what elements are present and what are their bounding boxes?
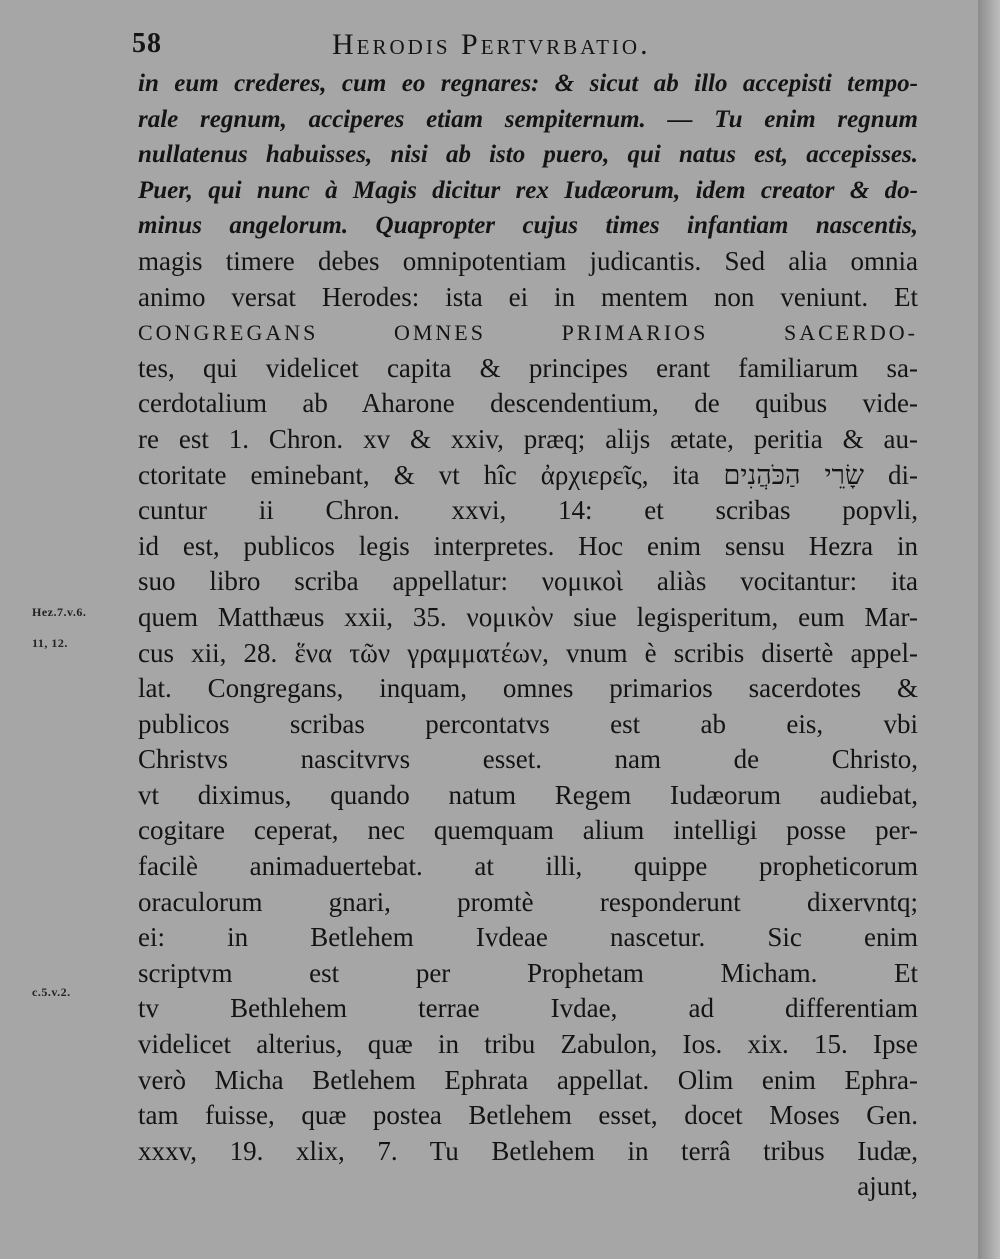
- text-line: Christvs nascitvrvs esset. nam de Christo,: [138, 744, 918, 775]
- text-line: facilè animaduertebat. at illi, quippe propheticorum: [138, 851, 918, 882]
- body-text: [138, 66, 918, 1205]
- text-line: oraculorum gnari, promtè responderunt dixervntq;: [138, 886, 918, 917]
- text-line: animo versat Herodes: ista ei in mentem non veniunt. Et: [138, 281, 918, 312]
- text-line: videlicet alterius, quæ in tribu Zabulon, Ios. xix. 15. Ipse: [138, 1029, 918, 1060]
- text-line: in eum crederes, cum eo regnares: & sicut ab illo accepisti tempo-: [138, 70, 918, 97]
- margin-note: c.5.v.2.: [32, 985, 71, 999]
- text-line: ei: in Betlehem Ivdeae nascetur. Sic enim: [138, 922, 918, 953]
- text-line: minus angelorum. Quapropter cujus times infantiam nascentis,: [138, 212, 918, 240]
- text-line: rale regnum, acciperes etiam sempiternum. — Tu enim regnum: [138, 105, 918, 133]
- text-line: tv Bethlehem terrae Ivdae, ad differentiam: [138, 993, 918, 1024]
- margin-note: 11, 12.: [32, 636, 68, 650]
- text-line: tes, qui videlicet capita & principes erant familiarum sa-: [138, 352, 918, 383]
- running-head: Herodis Pertvrbatio.: [332, 28, 651, 61]
- text-line: CONGREGANS OMNES PRIMARIOS SACERDO-: [138, 320, 918, 346]
- text-line: tam fuisse, quæ postea Betlehem esset, docet Moses Gen.: [138, 1100, 918, 1131]
- text-line: id est, publicos legis interpretes. Hoc enim sensu Hezra in: [138, 530, 918, 561]
- text-line: vt diximus, quando natum Regem Iudæorum audiebat,: [138, 779, 918, 810]
- margin-note: Hez.7.v.6.: [32, 605, 87, 619]
- text-line: ajunt,: [857, 1171, 918, 1202]
- text-line: quem Matthæus xxii, 35. νομικὸν siue legisperitum, eum Mar-: [138, 601, 918, 632]
- text-line: scriptvm est per Prophetam Micham. Et: [138, 957, 918, 988]
- text-line: cerdotalium ab Aharone descendentium, de quibus vide-: [138, 388, 918, 419]
- text-line: lat. Congregans, inquam, omnes primarios sacerdotes &: [138, 673, 918, 704]
- text-line: nullatenus habuisses, nisi ab isto puero, qui natus est, accepisses.: [138, 141, 918, 169]
- text-line: magis timere debes omnipotentiam judicantis. Sed alia omnia: [138, 245, 918, 276]
- text-line: cogitare ceperat, nec quemquam alium intelligi posse per-: [138, 815, 918, 846]
- page-number: 58: [132, 28, 162, 59]
- text-line: ctoritate eminebant, & vt hîc ἀρχιερεῖς, ita שָׂרֵי הַכֹּהֲנִים di-: [138, 459, 918, 490]
- text-line: xxxv, 19. xlix, 7. Tu Betlehem in terrâ tribus Iudæ,: [138, 1135, 918, 1166]
- page-header: [132, 22, 922, 70]
- text-line: publicos scribas percontatvs est ab eis, vbi: [138, 708, 918, 739]
- page-edge-shadow: [978, 0, 1000, 1259]
- text-line: verò Micha Betlehem Ephrata appellat. Olim enim Ephra-: [138, 1064, 918, 1095]
- text-line: suo libro scriba appellatur: νομικοὶ aliàs vocitantur: ita: [138, 566, 918, 597]
- text-line: re est 1. Chron. xv & xxiv, præq; alijs ætate, peritia & au-: [138, 423, 918, 454]
- text-line: Puer, qui nunc à Magis dicitur rex Iudæorum, idem creator & do-: [138, 176, 918, 204]
- text-line: cus xii, 28. ἕνα τῶν γραμματέων, vnum è scribis disertè appel-: [138, 637, 918, 668]
- text-line: cuntur ii Chron. xxvi, 14: et scribas popvli,: [138, 495, 918, 526]
